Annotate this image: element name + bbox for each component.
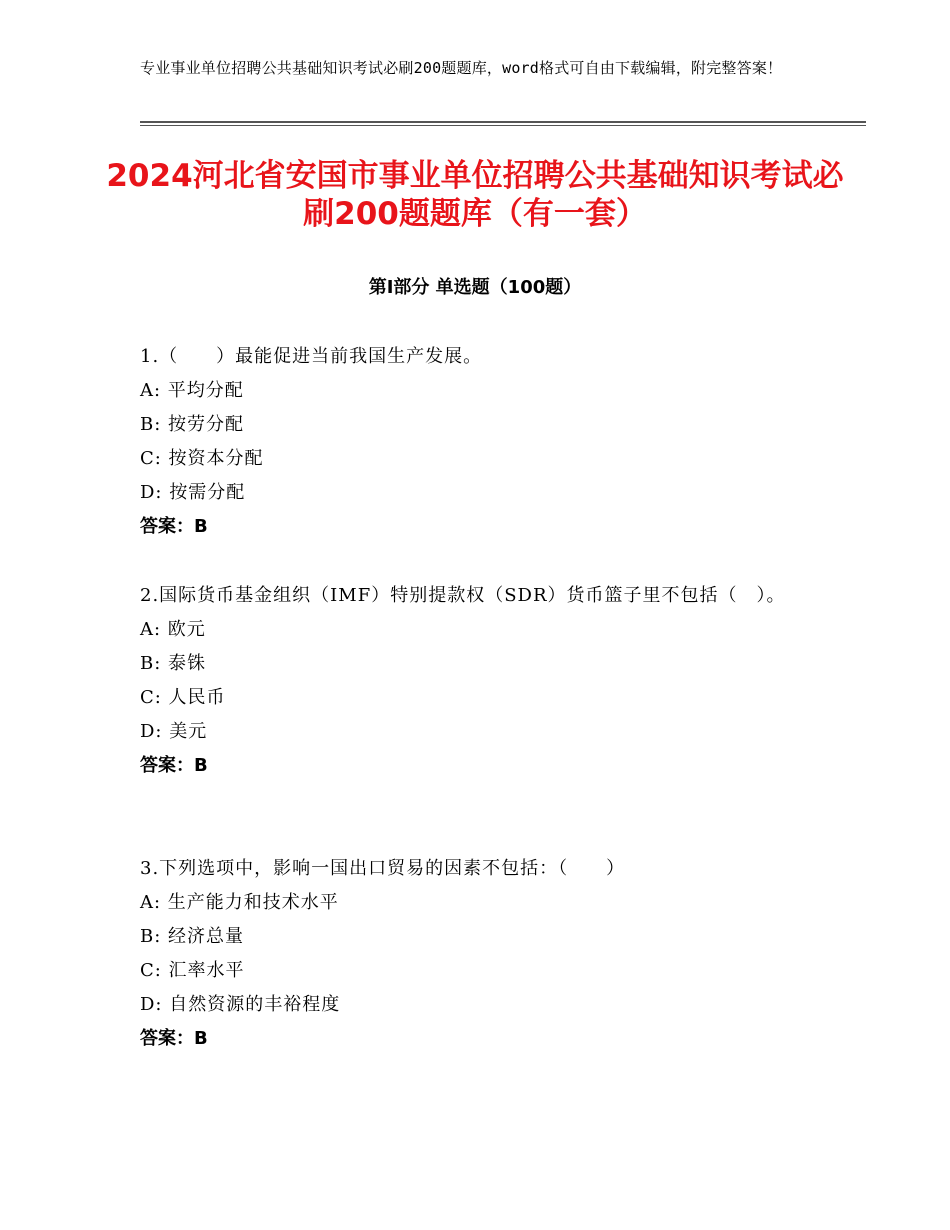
document-title: 2024河北省安国市事业单位招聘公共基础知识考试必刷200题题库（有一套） bbox=[106, 158, 844, 232]
answer-line: 答案：B bbox=[140, 516, 208, 537]
section-heading: 第Ⅰ部分 单选题（100题） bbox=[368, 277, 582, 298]
option-a: A: 平均分配 bbox=[140, 380, 244, 401]
option-c: C: 人民币 bbox=[140, 687, 226, 708]
option-d: D: 按需分配 bbox=[140, 482, 246, 503]
option-a: A: 欧元 bbox=[140, 619, 206, 640]
question-block bbox=[140, 340, 820, 544]
option-d: D: 自然资源的丰裕程度 bbox=[140, 994, 341, 1015]
question-text: 1.（ ）最能促进当前我国生产发展。 bbox=[140, 346, 483, 367]
question-text: 3.下列选项中，影响一国出口贸易的因素不包括：（ ） bbox=[140, 858, 626, 879]
header-note: 专业事业单位招聘公共基础知识考试必刷200题题库，word格式可自由下载编辑，附完整答案！ bbox=[140, 59, 783, 77]
option-c: C: 汇率水平 bbox=[140, 960, 245, 981]
option-d: D: 美元 bbox=[140, 721, 208, 742]
answer-line: 答案：B bbox=[140, 1028, 208, 1049]
question-block bbox=[140, 579, 820, 783]
question-text: 2.国际货币基金组织（IMF）特别提款权（SDR）货币篮子里不包括（ ）。 bbox=[140, 585, 786, 606]
option-c: C: 按资本分配 bbox=[140, 448, 264, 469]
header-divider-thick bbox=[140, 121, 866, 123]
question-block bbox=[140, 852, 820, 1056]
header-divider-thin bbox=[140, 125, 866, 126]
option-b: B: 经济总量 bbox=[140, 926, 245, 947]
option-b: B: 泰铢 bbox=[140, 653, 207, 674]
option-a: A: 生产能力和技术水平 bbox=[140, 892, 339, 913]
option-b: B: 按劳分配 bbox=[140, 414, 245, 435]
answer-line: 答案：B bbox=[140, 755, 208, 776]
